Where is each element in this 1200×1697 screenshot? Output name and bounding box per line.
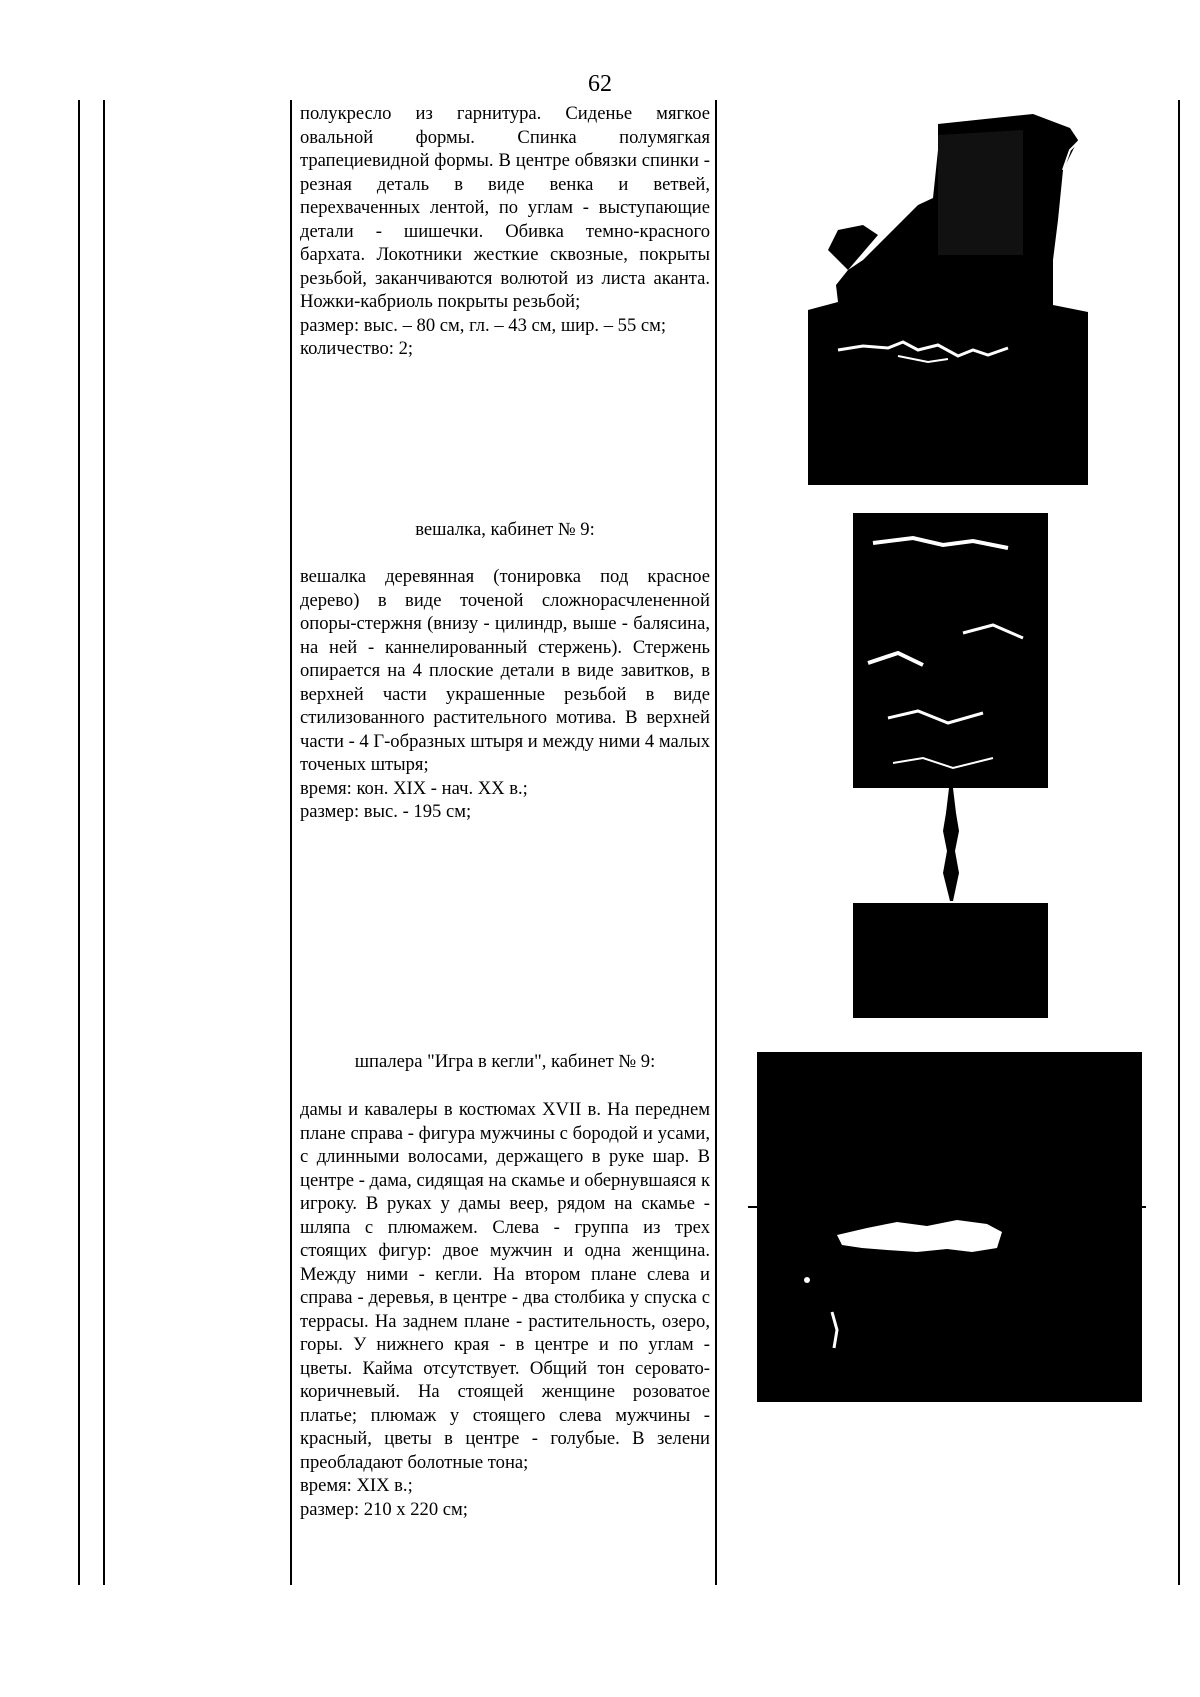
coat-rack-heading: вешалка, кабинет № 9: bbox=[415, 519, 595, 540]
table-line-left-inner bbox=[103, 100, 105, 1585]
armchair-paragraph: полукресло из гарнитура. Сиденье мягкое овальной формы. Спинка полумягкая трапециевидной формы. В центре обвязки спинки - резная деталь в виде венка и ветвей, перехваченных лентой, по углам - выступающие детали - шишечки. Обивка темно-красного бархата. Локотники жесткие сквозные, покрыты резьбой, заканчиваются волютой из листа аканта. Ножки-кабриоль покрыты резьбой; bbox=[300, 103, 710, 312]
tapestry-description bbox=[300, 1098, 710, 1521]
page-number: 62 bbox=[588, 71, 612, 97]
coat-rack-time: время: кон. XIX - нач. XX в.; bbox=[300, 777, 528, 799]
table-line-text-left bbox=[290, 100, 292, 1585]
armchair-description bbox=[300, 102, 710, 361]
table-line-left-outer bbox=[78, 100, 80, 1585]
table-line-text-right bbox=[715, 100, 717, 1585]
tapestry-paragraph: дамы и кавалеры в костюмах XVII в. На переднем плане справа - фигура мужчины с бородой и усами, с длинными волосами, держащего в руке шар. В центре - дама, сидящая на скамье и обернувшаяся к игроку. В руках у дамы веер, рядом на скамье - шляпа с плюмажем. Слева - группа из трех стоящих фигур: двое мужчин и одна женщина. Между ними - кегли. На втором плане слева и справа - деревья, в центре - два столбика у спуска с террасы. На заднем плане - растительность, озеро, горы. У нижнего края - в центре и по углам - цветы. Кайма отсутствует. Общий тон серовато-коричневый. На стоящей женщине розоватое платье; плюмаж у стоящего слева мужчины - красный, цветы в центре - голубые. В зелени преобладают болотные тона; bbox=[300, 1099, 710, 1473]
tapestry-photo bbox=[757, 1052, 1142, 1402]
armchair-size: размер: выс. – 80 см, гл. – 43 см, шир. – 55 см; bbox=[300, 314, 667, 336]
coat-rack-paragraph: вешалка деревянная (тонировка под красное дерево) в виде точеной сложнорасчлененной опоры-стержня (внизу - цилиндр, выше - балясина, на ней - каннелированный стержень). Стержень опирается на 4 плоские детали в виде завитков, в верхней части украшенные резьбой в виде стилизованного растительного мотива. В верхней части - 4 Г-образных штыря и между ними 4 малых точеных штыря; bbox=[300, 566, 710, 775]
tapestry-heading: шпалера "Игра в кегли", кабинет № 9: bbox=[354, 1051, 656, 1072]
table-line-right bbox=[1178, 100, 1180, 1585]
coat-rack-description bbox=[300, 565, 710, 824]
tapestry-time: время: XIX в.; bbox=[300, 1475, 413, 1496]
coat-rack-size: размер: выс. - 195 см; bbox=[300, 801, 472, 822]
armchair-photo bbox=[808, 110, 1088, 485]
armchair-quantity: количество: 2; bbox=[300, 338, 414, 359]
coat-rack-photo bbox=[853, 513, 1048, 1018]
tapestry-size: размер: 210 х 220 см; bbox=[300, 1498, 468, 1520]
